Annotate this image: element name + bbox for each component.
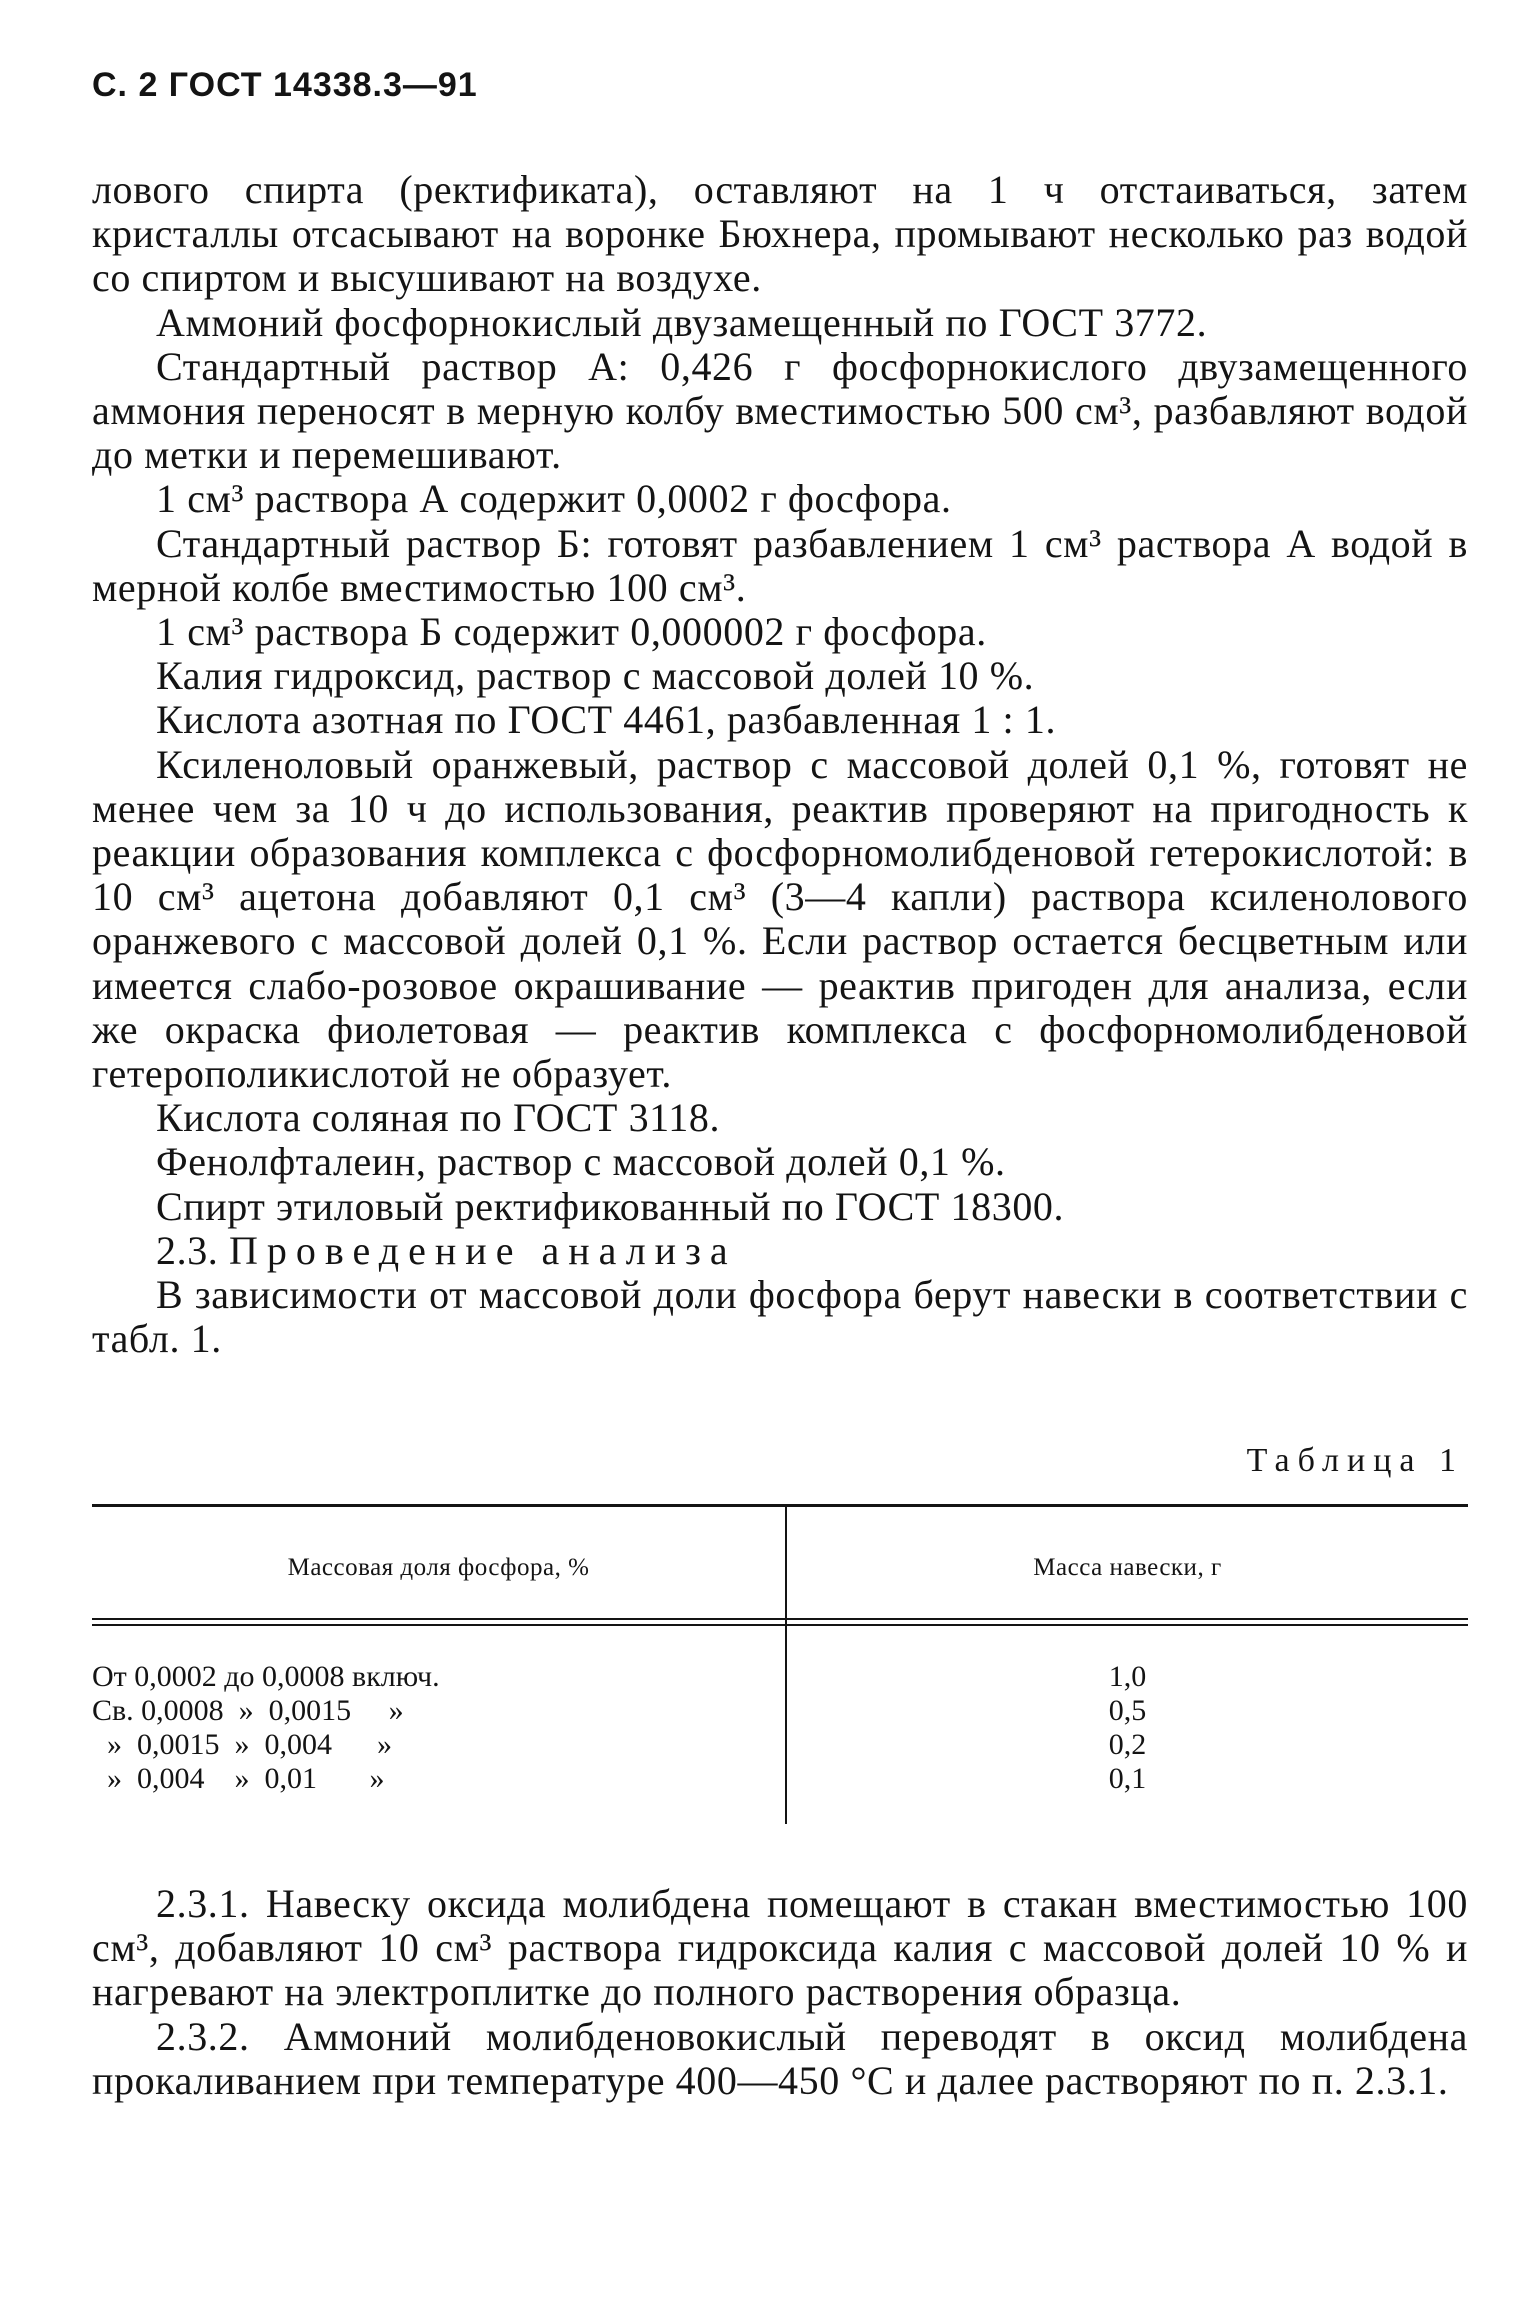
table-rule bbox=[92, 1504, 1468, 1507]
subsection-2-3-2: 2.3.2. Аммоний молибденовокислый переводят в оксид молибдена прокаливанием при температуре 400—450 °С и далее растворяют по п. 2.3.1. bbox=[92, 2013, 1468, 2103]
page-header: С. 2 ГОСТ 14338.3—91 bbox=[92, 66, 478, 104]
section-intro: В зависимости от массовой доли фосфора берут навески в соответствии с табл. 1. bbox=[92, 1272, 1468, 1362]
table-header-mass: Масса навески, г bbox=[1033, 1554, 1222, 1581]
table-cell: Св. 0,0008 » 0,0015 » bbox=[92, 1694, 404, 1727]
table-column-masses bbox=[787, 1660, 1468, 1796]
paragraph: Аммоний фосфорнокислый двузамещенный по ГОСТ 3772. bbox=[156, 299, 1208, 345]
paragraph: Кислота азотная по ГОСТ 4461, разбавленная 1 : 1. bbox=[156, 697, 1057, 743]
paragraph: 1 см³ раствора А содержит 0,0002 г фосфора. bbox=[156, 476, 952, 522]
table-cell: 1,0 bbox=[1108, 1660, 1147, 1693]
subsection-2-3-1: 2.3.1. Навеску оксида молибдена помещают в стакан вместимостью 100 см³, добавляют 10 см³ раствора гидроксида калия с массовой долей 10 % и нагревают на электроплитке до полного растворения образца. bbox=[92, 1881, 1468, 2015]
table-cell: 0,5 bbox=[1108, 1694, 1147, 1727]
reagents-text bbox=[92, 168, 1468, 1361]
table-rule bbox=[92, 1624, 1468, 1626]
paragraph: Ксиленоловый оранжевый, раствор с массовой долей 0,1 %, готовят не менее чем за 10 ч до использования, реактив проверяют на пригодность к реакции образования комплекса с фосфорномолибденовой гетерокислотой: в 10 см³ ацетона добавляют 0,1 см³ (3—4 капли) раствора ксиленолового оранжевого с массовой долей 0,1 %. Если раствор остается бесцветным или имеется слабо-розовое окрашивание — реактив пригоден для анализа, если же окраска фиолетовая — реактив комплекса с фосфорномолибденовой гетерополикислотой не образует. bbox=[92, 741, 1468, 1097]
paragraph: Калия гидроксид, раствор с массовой долей 10 %. bbox=[156, 653, 1035, 699]
table-rule bbox=[92, 1618, 1468, 1620]
table-header-phosphorus: Массовая доля фосфора, % bbox=[287, 1554, 590, 1581]
paragraph: лового спирта (ректификата), оставляют на 1 ч отстаиваться, затем кристаллы отсасывают на воронке Бюхнера, промывают несколько раз водой со спиртом и высушивают на воздухе. bbox=[92, 167, 1468, 301]
paragraph: Кислота соляная по ГОСТ 3118. bbox=[156, 1095, 721, 1141]
table-cell: 0,1 bbox=[1108, 1762, 1147, 1795]
data-table bbox=[92, 1504, 1468, 1824]
table-cell: » 0,0015 » 0,004 » bbox=[92, 1728, 392, 1761]
section-title: Проведение анализа bbox=[229, 1227, 737, 1273]
table-cell: » 0,004 » 0,01 » bbox=[92, 1762, 385, 1795]
section-heading bbox=[92, 1229, 1468, 1273]
table-cell: От 0,0002 до 0,0008 включ. bbox=[92, 1660, 440, 1693]
paragraph: Стандартный раствор А: 0,426 г фосфорнокислого двузамещенного аммония переносят в мерную колбу вместимостью 500 см³, разбавляют водой до метки и перемешивают. bbox=[92, 343, 1468, 478]
section-number: 2.3. bbox=[156, 1227, 219, 1273]
paragraph: Спирт этиловый ректификованный по ГОСТ 18300. bbox=[156, 1183, 1065, 1229]
paragraph: Стандартный раствор Б: готовят разбавлением 1 см³ раствора А водой в мерной колбе вместимостью 100 см³. bbox=[92, 520, 1468, 610]
table-caption: Таблица 1 bbox=[1246, 1442, 1464, 1479]
table-column-ranges bbox=[92, 1660, 782, 1796]
table-cell: 0,2 bbox=[1108, 1728, 1147, 1761]
paragraph: Фенолфталеин, раствор с массовой долей 0,1 %. bbox=[156, 1139, 1006, 1185]
paragraph: 1 см³ раствора Б содержит 0,000002 г фосфора. bbox=[156, 609, 987, 655]
procedure-text bbox=[92, 1882, 1468, 2103]
